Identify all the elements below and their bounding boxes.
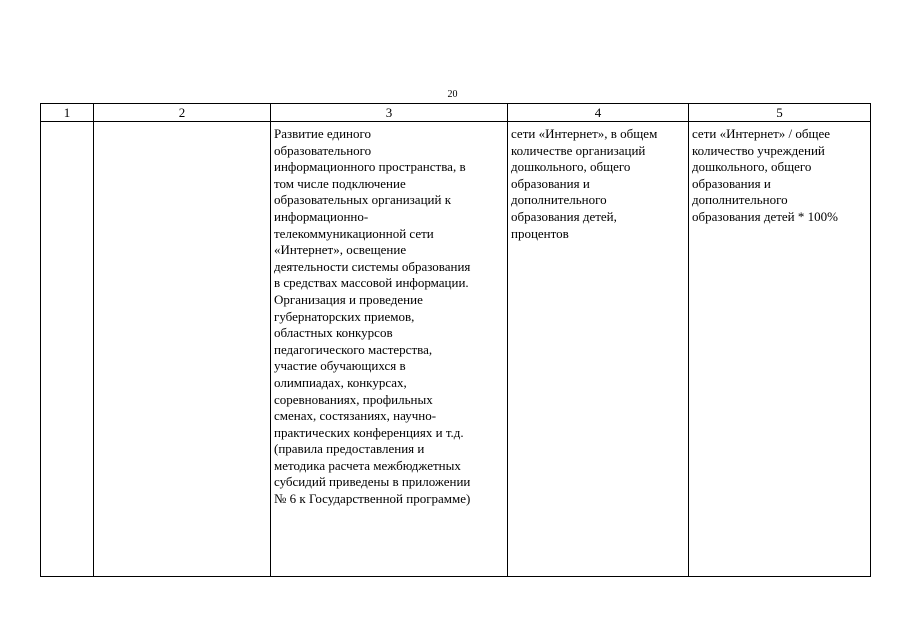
cell-col-4 xyxy=(508,122,689,577)
column-header-1: 1 xyxy=(41,104,94,122)
column-header-2: 2 xyxy=(94,104,271,122)
column-header-3: 3 xyxy=(271,104,508,122)
cell-col-3 xyxy=(271,122,508,577)
cell-col-2 xyxy=(94,122,271,577)
indicator-description: сети «Интернет», в общем количестве организаций дошкольного, общего образования и дополнительного образования детей, процентов xyxy=(511,126,658,241)
column-header-4: 4 xyxy=(508,104,689,122)
cell-col-5 xyxy=(689,122,871,577)
table-header-row xyxy=(41,104,871,122)
page-number: 20 xyxy=(447,89,458,100)
table-row xyxy=(41,122,871,577)
cell-col-1 xyxy=(41,122,94,577)
calculation-formula: сети «Интернет» / общее количество учреждений дошкольного, общего образования и дополнительного образования детей * 100% xyxy=(692,126,838,224)
data-table xyxy=(40,103,871,577)
column-header-5: 5 xyxy=(689,104,871,122)
cell-col-1-text xyxy=(41,122,93,126)
measure-description: Развитие единого образовательного информационного пространства, в том числе подключение образовательных организаций к информационно- телекоммуникационной сети «Интернет», освещение деятельности системы образования в средствах массовой информации. Организация и проведение губернаторских приемов, областных конкурсов педагогического мастерства, участие обучающихся в олимпиадах, конкурсах, соревнованиях, профильных сменах, состязаниях, научно- практических конференциях и т.д. (правила предоставления и методика расчета межбюджетных субсидий приведены в приложении № 6 к Государственной программе) xyxy=(274,126,471,507)
cell-col-2-text xyxy=(94,122,270,126)
